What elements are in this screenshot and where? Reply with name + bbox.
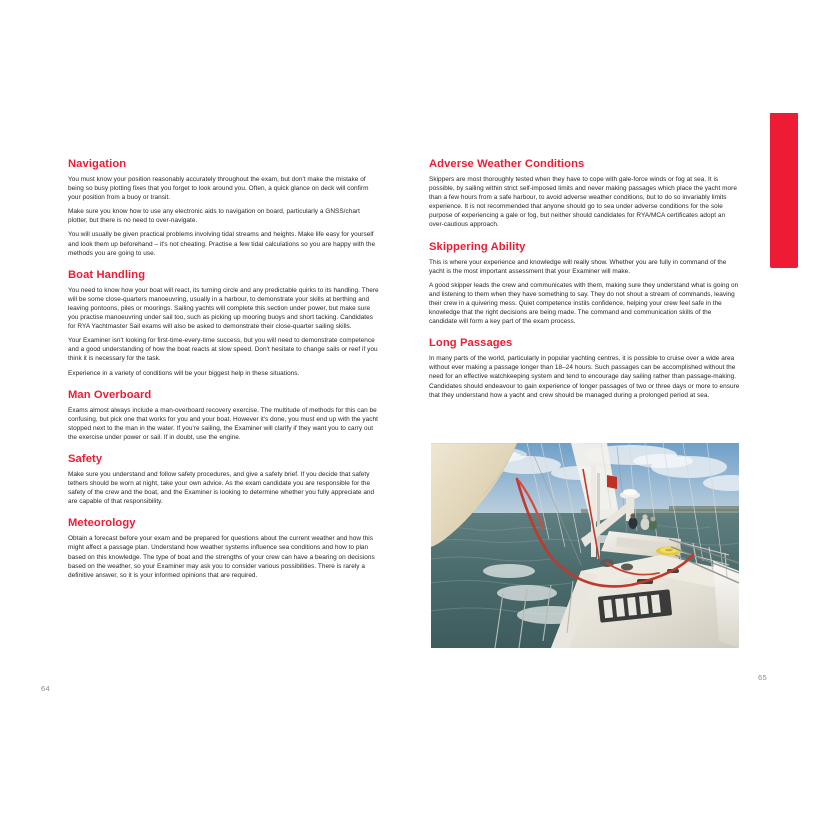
article-section [429, 337, 740, 399]
article-section [68, 269, 381, 378]
section-heading: Safety [68, 452, 103, 465]
article-section [68, 453, 381, 506]
article-section [68, 158, 381, 258]
body-paragraph: This is where your experience and knowledge will really show. Whether you are fully in command of the yacht is the most important assessment that your Examiner will make. [429, 258, 727, 275]
section-heading: Man Overboard [68, 388, 152, 401]
chapter-edge-tab [770, 113, 798, 268]
body-paragraph: Make sure you understand and follow safety procedures, and give a safety brief. If you decide that safety tethers should be worn at night, take your own advice. As the exam candidate you are responsible for the safety of the crew and the boat, and the Examiner is looking to determine whether you fully appreciate and are capable of that responsibility. [68, 470, 375, 506]
body-paragraph: You must know your position reasonably accurately throughout the exam, but don't make the mistake of being so busy plotting fixes that you forget to look around you. Often, a quick glance on deck will confirm your position from a buoy or transit. [68, 176, 369, 202]
section-heading: Navigation [68, 158, 127, 170]
photo-image [431, 443, 739, 648]
left-page-column [68, 158, 381, 580]
section-heading: Adverse Weather Conditions [429, 158, 585, 170]
body-paragraph: Make sure you know how to use any electronic aids to navigation on board, particularly a GNSS/chart plotter, but there is no need to over-navigate. [68, 208, 360, 225]
article-section [68, 517, 381, 579]
folio-right: 65 [758, 673, 767, 682]
right-page-column [429, 158, 740, 400]
section-heading: Meteorology [68, 517, 136, 530]
article-section [429, 241, 740, 327]
section-heading: Long Passages [429, 337, 513, 350]
article-section [429, 158, 740, 230]
body-paragraph: Skippers are most thoroughly tested when they have to cope with gale-force winds or fog at sea. It is possible, by sailing within strict self-imposed limits and never making passages which place the yacht more than a few hours from a safe harbour, to avoid adverse weather conditions, but to do so invariably limits experience. It is not recommended that anyone should go to sea under adverse conditions for the sole purpose of experiencing a gale or fog, but neither should candidates for RYA/MCA certificates adopt an over-cautious approach. [429, 176, 737, 229]
body-paragraph: Your Examiner isn't looking for first-time-every-time success, but you will need to demonstrate competence and a good understanding of how the boat reacts at slow speed. Don't hesitate to change sails or reef if you think it is necessary for the task. [68, 337, 378, 363]
body-paragraph: Exams almost always include a man-overboard recovery exercise. The multitude of methods for this can be confusing, but pick one that works for you and your boat. However it's done, you must end up with the yacht stopped next to the man in the water. If you're sailing, the Examiner will clarify if they want you to carry out the exercise under power or sail. If in doubt, use the engine. [68, 406, 378, 441]
section-heading: Boat Handling [68, 268, 146, 281]
body-paragraph: In many parts of the world, particularly in popular yachting centres, it is possible to cruise over a wide area without ever making a passage longer than 18–24 hours. Such passages can be accomplished without the need for an effective watchkeeping system and tend to encourage day sailing rather than passage-making. Candidates should endeavour to gain experience of longer passages of two or three days or more to ensure that they understand how a yacht and crew should be managed during a prolonged period at sea. [429, 355, 740, 399]
yacht-deck-photo [431, 443, 739, 648]
body-paragraph: A good skipper leads the crew and communicates with them, making sure they understand what is going on and listening to them when they have something to say. They do not shout a stream of commands, leaving their crew in a quivering mess. Quiet competence instils confidence, helping your crew feel safe in the knowledge that the right decisions are being made. The command and communication skills of the candidate will form a key part of the exam process. [429, 281, 739, 326]
section-heading: Skippering Ability [429, 240, 526, 253]
body-paragraph: You will usually be given practical problems involving tidal streams and heights. Make life easy for yourself and look them up beforehand – it's not cheating. Practise a few tidal calculations so you are happy with the methods you are going to use. [68, 231, 376, 257]
body-paragraph: You need to know how your boat will react, its turning circle and any predictable quirks to its handling. There will be some close-quarters manoeuvring, usually in a harbour, to demonstrate your skills at berthing and leaving pontoons, piles or moorings. Sailing yachts will complete this section under power, but make sure you practise manoeuvring under sail too, such as picking up mooring buoys and short tacking. Candidates for RYA Yachtmaster Sail exams will also be asked to demonstrate their close-quarter sailing skills. [68, 286, 379, 331]
body-paragraph: Experience in a variety of conditions will be your biggest help in these situations. [68, 369, 300, 377]
article-section [68, 389, 381, 442]
body-paragraph: Obtain a forecast before your exam and be prepared for questions about the current weather and how this might affect a passage plan. Understand how weather systems influence sea conditions and how to plan based on this knowledge. The type of boat and the strengths of your crew can have a bearing on decisions based on the weather, so your Examiner may ask you to consider various possibilities. There is rarely a definitive answer, so it is your informed opinions that are required. [68, 535, 375, 579]
folio-left: 64 [41, 684, 50, 693]
